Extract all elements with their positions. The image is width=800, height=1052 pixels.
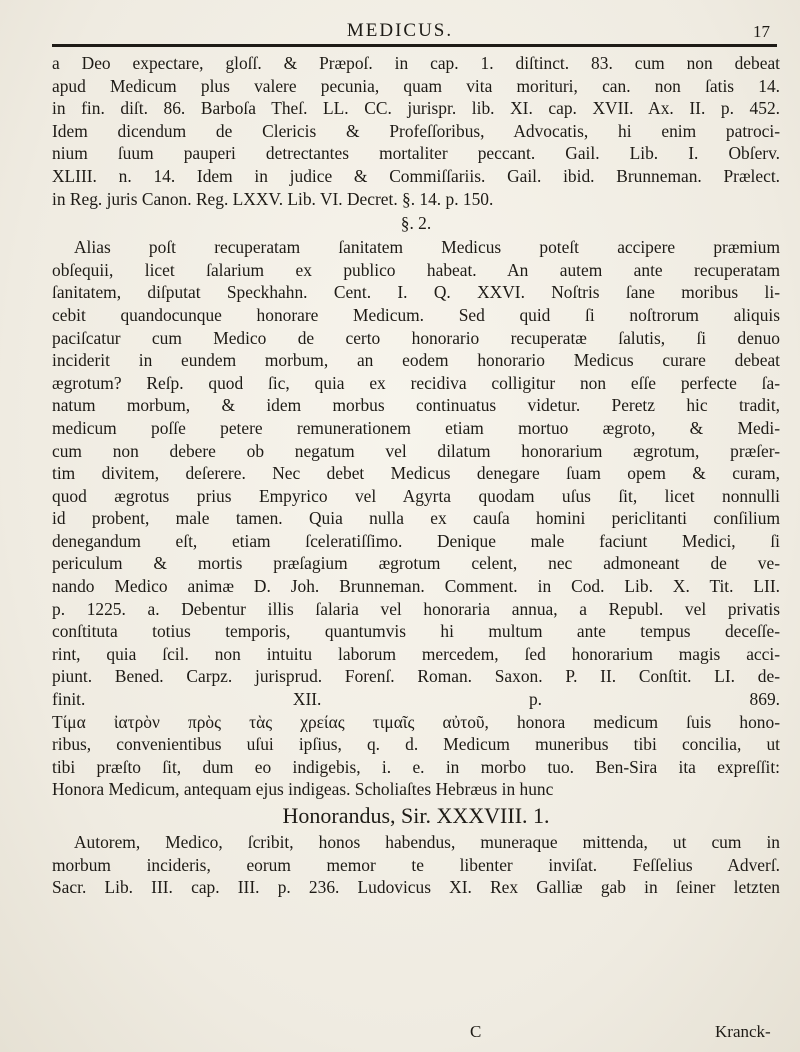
text-line: Autorem, Medico, ſcribit, honos habendus, muneraque mittenda, ut cum in — [74, 832, 780, 852]
text-line: periculum & mortis præſagium ægrotum celent, nec admoneant de ve- — [52, 553, 780, 574]
text-line: inciderit in eundem morbum, an eodem honorario Medicus curare debeat — [52, 350, 780, 371]
page-number: 17 — [753, 22, 770, 41]
text-line: tibi præſto ſit, dum eo indigebis, i. e. in morbo tuo. Ben-Sira ita expreſſit: — [52, 756, 780, 777]
text-line: finit. XII. p. 869. — [52, 689, 780, 710]
header-rule — [52, 44, 777, 47]
text-line: cebit quandocunque honorare Medicum. Sed quid ſi noſtrorum aliquis — [52, 304, 780, 325]
text-line: a Deo expectare, gloſſ. & Præpoſ. in cap. 1. diſtinct. 83. cum non debeat — [52, 53, 780, 73]
text-line: p. 1225. a. Debentur illis ſalaria vel honoraria annua, a Republ. vel privatis — [52, 598, 780, 619]
text-line: denegandum eſt, etiam ſceleratiſſimo. Denique male faciunt Medici, ſi — [52, 530, 780, 551]
text-line: Alias poſt recuperatam ſanitatem Medicus poteſt accipere præmium — [74, 237, 780, 258]
text-line: apud Medicum plus valere pecunia, quam vita morituri, can. non ſatis 14. — [52, 75, 780, 96]
text-line: paciſcatur cum Medico de certo honorario recuperatæ ſalutis, ſi denuo — [52, 327, 780, 348]
text-line: Honora Medicum, antequam ejus indigeas. Scholiaſtes Hebræus in hunc — [52, 779, 554, 800]
section-heading: Honorandus, Sir. XXXVIII. 1. — [282, 803, 550, 828]
text-line: medicum poſſe petere remunerationem etiam mortuo ægroto, & Medi- — [52, 417, 780, 438]
section-number: §. 2. — [400, 213, 432, 234]
text-line: nium ſuum pauperi detrectantes mortaliter peccant. Gail. Lib. I. Obſerv. — [52, 143, 780, 164]
text-line: ſanitatem, diſputat Speckhahn. Cent. I. Q. XXVI. Noſtris ſane moribus li- — [52, 282, 780, 303]
text-line: Idem dicendum de Clericis & Profeſſoribus, Advocatis, hi enim patroci- — [52, 120, 780, 141]
running-head: MEDICUS. — [346, 20, 454, 41]
text-line: quod ægrotus prius Empyrico vel Agyrta quodam uſus ſit, licet nonnulli — [52, 485, 780, 506]
text-line: tim divitem, deſerere. Nec debet Medicus denegare ſuam opem & curam, — [52, 463, 780, 484]
text-line: obſequii, licet ſalarium ex publico habeat. An autem ante recuperatam — [52, 259, 780, 280]
page-footer — [0, 1022, 800, 1046]
text-line: natum morbum, & idem morbus continuatus videtur. Peretz hic tradit, — [52, 395, 780, 416]
text-line: morbum incideris, eorum memor te libenter inviſat. Feſſelius Adverſ. — [52, 854, 780, 875]
text-line: ribus, convenientibus uſui ipſius, q. d. Medicum muneribus tibi concilia, ut — [52, 734, 780, 755]
text-line: Τίμα ἰατρὸν πρὸς τὰς χρείας τιμαῖς αὐτοῦ, honora medicum ſuis hono- — [52, 711, 780, 732]
text-line: XLIII. n. 14. Idem in judice & Commiſſariis. Gail. ibid. Brunneman. Prælect. — [52, 165, 780, 186]
body-text — [52, 52, 780, 899]
text-line: rint, quia ſcil. non intuitu laborum mercedem, ſed honorarium magis acci- — [52, 643, 780, 664]
catchword: Kranck- — [715, 1022, 771, 1041]
text-line: in Reg. juris Canon. Reg. LXXV. Lib. VI. Decret. §. 14. p. 150. — [52, 188, 494, 209]
text-line: id probent, male tamen. Quia nulla ex cauſa homini periclitanti conſilium — [52, 508, 780, 529]
text-line: cum non debere ob negatum vel dilatum honorarium ægrotum, præſer- — [52, 440, 780, 461]
text-line: nando Medico animæ D. Joh. Brunneman. Comment. in Cod. Lib. X. Tit. LII. — [52, 576, 780, 597]
signature-mark: C — [470, 1022, 482, 1041]
text-line: ægrotum? Reſp. quod ſic, quia ex recidiva colligitur non eſſe perfecte ſa- — [52, 372, 780, 393]
text-line: Sacr. Lib. III. cap. III. p. 236. Ludovicus XI. Rex Galliæ gab in ſeiner letzten — [52, 877, 780, 898]
text-line: piunt. Bened. Carpz. jurisprud. Forenſ. Roman. Saxon. P. II. Conſtit. LI. de- — [52, 666, 780, 687]
text-line: conſtituta totius temporis, quantumvis hi multum ante tempus deceſſe- — [52, 621, 780, 642]
text-line: in fin. diſt. 86. Barboſa Theſ. LL. CC. jurispr. lib. XI. cap. XVII. Ax. II. p. 452. — [52, 98, 780, 119]
